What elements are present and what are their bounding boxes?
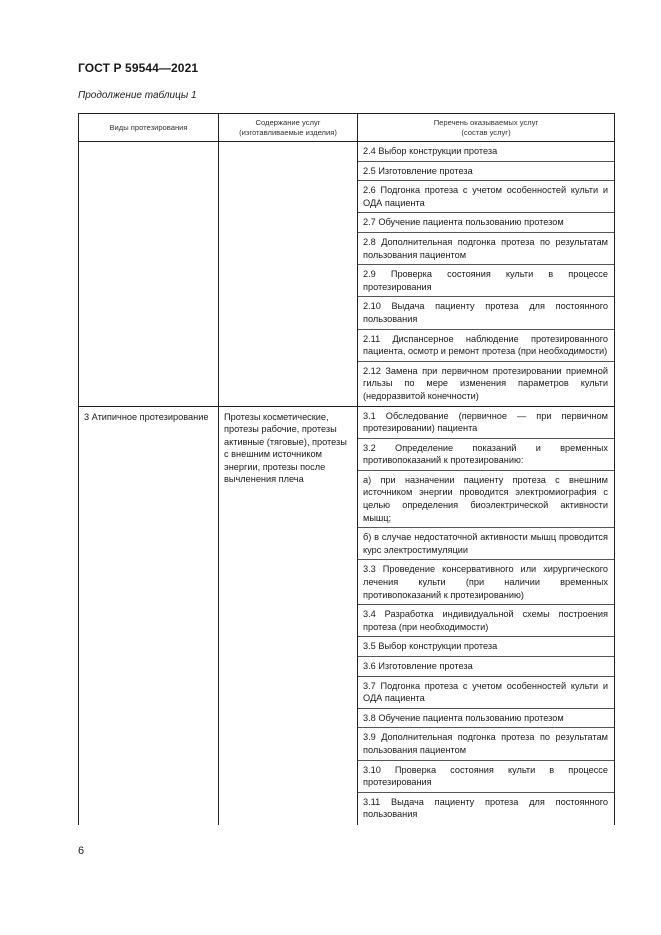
service-list-item: 3.7 Подгонка протеза с учетом особенностей культи и ОДА пациента: [358, 677, 614, 709]
column-header-content: Содержание услуг (изготавливаемые изделия): [219, 114, 358, 142]
column-header-services: Перечень оказываемых услуг (состав услуг): [358, 114, 615, 142]
service-list-item: 2.6 Подгонка протеза с учетом особенностей культи и ОДА пациента: [358, 181, 614, 213]
services-table: [78, 113, 615, 825]
prosthetics-type-cell: 3 Атипичное протезирование: [79, 406, 219, 825]
service-list-item: 3.1 Обследование (первичное — при первичном протезировании) пациента: [358, 407, 614, 439]
prosthetics-type-cell: [79, 142, 219, 407]
service-content-cell: [219, 142, 358, 407]
service-content-cell: Протезы косметические, протезы рабочие, протезы активные (тяговые), протезы с внешним источником энергии, протезы после вычленения плеча: [219, 406, 358, 825]
service-list-item: 3.3 Проведение консервативного или хирургического лечения культи (при наличии временных противопоказаний к протезированию): [358, 560, 614, 605]
service-list-item: 3.11 Выдача пациенту протеза для постоянного пользования: [363, 796, 608, 820]
service-list-item: 2.10 Выдача пациенту протеза для постоянного пользования: [358, 297, 614, 329]
document-code: ГОСТ Р 59544—2021: [78, 61, 199, 75]
table-row: [79, 406, 615, 825]
service-list-item: б) в случае недостаточной активности мышц проводится курс электростимуляции: [358, 528, 614, 560]
services-list-cell: [358, 142, 615, 407]
service-list-item: 3.2 Определение показаний и временных противопоказаний к протезированию:: [358, 439, 614, 471]
service-list-item: 3.10 Проверка состояния культи в процессе протезирования: [358, 761, 614, 793]
table-continuation-caption: Продолжение таблицы 1: [78, 90, 197, 101]
service-list-item: 2.4 Выбор конструкции протеза: [358, 142, 614, 162]
service-list-item: 3.4 Разработка индивидуальной схемы построения протеза (при необходимости): [358, 605, 614, 637]
service-list-item: 3.5 Выбор конструкции протеза: [358, 637, 614, 657]
page-number: 6: [78, 845, 85, 857]
table-row: [79, 142, 615, 407]
service-list-item: 2.8 Дополнительная подгонка протеза по результатам пользования пациентом: [358, 233, 614, 265]
service-list-item: 2.11 Диспансерное наблюдение протезированного пациента, осмотр и ремонт протеза (при необходимости): [358, 330, 614, 362]
service-list-item: 3.9 Дополнительная подгонка протеза по результатам пользования пациентом: [358, 728, 614, 760]
table-header-row: [79, 114, 615, 142]
service-list-item: 2.7 Обучение пациента пользованию протезом: [358, 213, 614, 233]
service-list-item: 2.12 Замена при первичном протезировании приемной гильзы по мере изменения параметров культи (недоразвитой конечности): [363, 365, 608, 401]
service-list-item: 2.9 Проверка состояния культи в процессе протезирования: [358, 265, 614, 297]
column-header-type: Виды протезирования: [79, 114, 219, 142]
service-list-item: 3.6 Изготовление протеза: [358, 657, 614, 677]
service-list-item: а) при назначении пациенту протеза с внешним источником энергии проводится электромиография с целью определения биоэлектрической активности мышц;: [358, 471, 614, 528]
services-list-cell: [358, 406, 615, 825]
service-list-item: 3.8 Обучение пациента пользованию протезом: [358, 709, 614, 729]
service-list-item: 2.5 Изготовление протеза: [358, 162, 614, 182]
